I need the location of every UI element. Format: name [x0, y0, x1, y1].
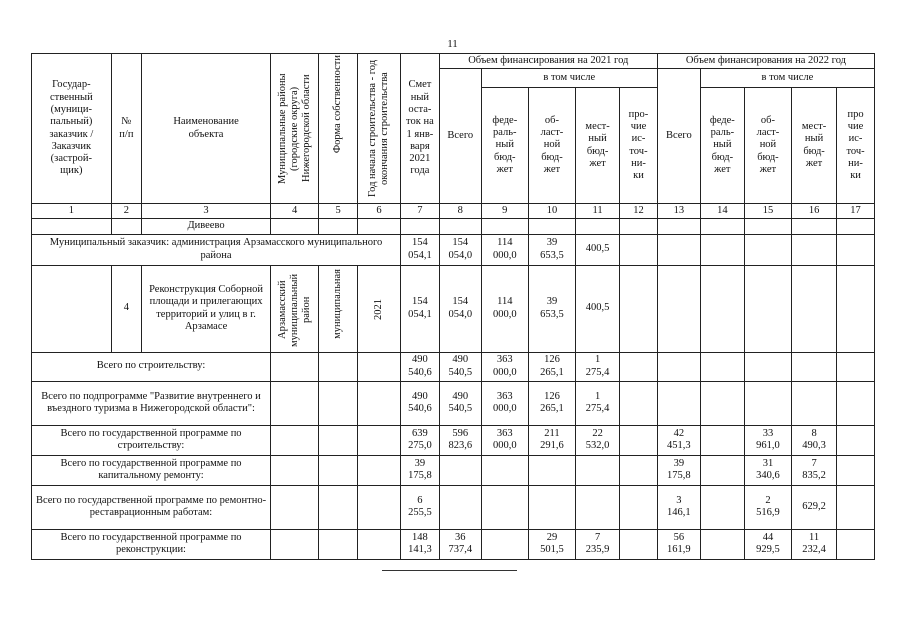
cell: 154 054,0 [439, 234, 481, 265]
table-row-subprogram-total [32, 381, 875, 425]
cell: 400,5 [576, 265, 620, 352]
header-num: № п/п [111, 54, 141, 204]
cell: 29 501,5 [528, 529, 575, 559]
table-row-program-restoration [32, 485, 875, 529]
cell: 39 653,5 [528, 234, 575, 265]
cell: 39 175,8 [657, 455, 700, 485]
header-total-2022: Всего [657, 69, 700, 204]
financing-table [31, 53, 875, 560]
cell: 114 000,0 [481, 234, 528, 265]
cell: 56 161,9 [657, 529, 700, 559]
cell: 154 054,1 [401, 265, 440, 352]
cell: 1 275,4 [576, 381, 620, 425]
col-number: 12 [620, 204, 658, 219]
cell: 490 540,6 [401, 352, 440, 381]
cell: 11 232,4 [792, 529, 837, 559]
header-federal-2022: феде- раль- ный бюд- жет [700, 88, 744, 204]
cell: 363 000,0 [481, 352, 528, 381]
customer-label: Муниципальный заказчик: администрация Арзамасского муниципального района [32, 234, 401, 265]
program-restoration-label: Всего по государственной программе по ремонтно-реставрационным работам: [32, 485, 271, 529]
col-number: 14 [700, 204, 744, 219]
program-construction-label: Всего по государственной программе по строительству: [32, 425, 271, 455]
object-ownership: муниципальная [319, 265, 358, 352]
header-ownership: Форма собственности [319, 54, 358, 204]
cell: 490 540,6 [401, 381, 440, 425]
table-row-customer [32, 234, 875, 265]
cell: 8 490,3 [792, 425, 837, 455]
col-number: 6 [358, 204, 401, 219]
header-regional-2022: об- ласт- ной бюд- жет [744, 88, 791, 204]
cell: 44 929,5 [744, 529, 791, 559]
header-federal-2021: феде- раль- ный бюд- жет [481, 88, 528, 204]
cell: 639 275,0 [401, 425, 440, 455]
cell: 39 175,8 [401, 455, 440, 485]
column-numbers-row [32, 204, 875, 219]
header-object-name: Наименование объекта [142, 54, 271, 204]
cell: 42 451,3 [657, 425, 700, 455]
col-number: 1 [32, 204, 112, 219]
cell: 400,5 [576, 234, 620, 265]
cell: 2 516,9 [744, 485, 791, 529]
header-local-2021: мест- ный бюд- жет [576, 88, 620, 204]
cell: 36 737,4 [439, 529, 481, 559]
header-including-2021: в том числе [481, 69, 657, 88]
header-customer: Государ- ственный (муници- пальный) заказчик / Заказчик (застрой- щик) [32, 54, 112, 204]
col-number: 13 [657, 204, 700, 219]
cell: 363 000,0 [481, 381, 528, 425]
cell: 22 532,0 [576, 425, 620, 455]
diveevo-label: Дивеево [142, 219, 271, 234]
header-other-2021: про- чие ис- точ- ни- ки [620, 88, 658, 204]
header-including-2022: в том числе [700, 69, 874, 88]
table-row-object [32, 265, 875, 352]
col-number: 5 [319, 204, 358, 219]
header-estimate: Смет ный оста- ток на 1 янв- варя 2021 года [401, 54, 440, 204]
footnote-separator [382, 570, 517, 571]
program-capital-repair-label: Всего по государственной программе по капитальному ремонту: [32, 455, 271, 485]
cell: 211 291,6 [528, 425, 575, 455]
table-row-program-construction [32, 425, 875, 455]
table-row-program-capital-repair [32, 455, 875, 485]
cell: 629,2 [792, 485, 837, 529]
cell: 154 054,0 [439, 265, 481, 352]
object-number: 4 [111, 265, 141, 352]
header-regional-2021: об- ласт- ной бюд- жет [528, 88, 575, 204]
col-number: 10 [528, 204, 575, 219]
cell: 1 275,4 [576, 352, 620, 381]
cell: 148 141,3 [401, 529, 440, 559]
col-number: 11 [576, 204, 620, 219]
program-reconstruction-label: Всего по государственной программе по реконструкции: [32, 529, 271, 559]
cell: 114 000,0 [481, 265, 528, 352]
header-other-2022: про чие ис- точ- ни- ки [837, 88, 875, 204]
subprogram-total-label: Всего по подпрограмме "Развитие внутреннего и въездного туризма в Нижегородской области": [32, 381, 271, 425]
header-districts: Муниципальные районы (городские округа) Нижегородской области [271, 54, 319, 204]
object-district: Арзамасский муниципальный район [271, 265, 319, 352]
cell: 490 540,5 [439, 381, 481, 425]
cell: 33 961,0 [744, 425, 791, 455]
col-number: 9 [481, 204, 528, 219]
cell: 3 146,1 [657, 485, 700, 529]
cell: 7 235,9 [576, 529, 620, 559]
cell: 6 255,5 [401, 485, 440, 529]
col-number: 8 [439, 204, 481, 219]
header-row-1 [32, 54, 875, 69]
table-row-construction-total [32, 352, 875, 381]
table-row-program-reconstruction [32, 529, 875, 559]
header-fin-2021: Объем финансирования на 2021 год [439, 54, 657, 69]
header-total-2021: Всего [439, 69, 481, 204]
cell: 126 265,1 [528, 381, 575, 425]
construction-total-label: Всего по строительству: [32, 352, 271, 381]
cell: 490 540,5 [439, 352, 481, 381]
col-number: 4 [271, 204, 319, 219]
object-year: 2021 [358, 265, 401, 352]
header-years: Год начала строительства - год окончания строительства [358, 54, 401, 204]
cell: 7 835,2 [792, 455, 837, 485]
header-local-2022: мест- ный бюд- жет [792, 88, 837, 204]
col-number: 7 [401, 204, 440, 219]
col-number: 3 [142, 204, 271, 219]
cell: 126 265,1 [528, 352, 575, 381]
cell: 363 000,0 [481, 425, 528, 455]
cell: 39 653,5 [528, 265, 575, 352]
col-number: 2 [111, 204, 141, 219]
header-fin-2022: Объем финансирования на 2022 год [657, 54, 874, 69]
col-number: 17 [837, 204, 875, 219]
col-number: 15 [744, 204, 791, 219]
cell: 596 823,6 [439, 425, 481, 455]
page-number: 11 [447, 38, 458, 50]
table-row-diveevo [32, 219, 875, 234]
object-name: Реконструкция Соборной площади и прилегающих территорий и улиц в г. Арзамасе [142, 265, 271, 352]
cell: 154 054,1 [401, 234, 440, 265]
cell: 31 340,6 [744, 455, 791, 485]
col-number: 16 [792, 204, 837, 219]
